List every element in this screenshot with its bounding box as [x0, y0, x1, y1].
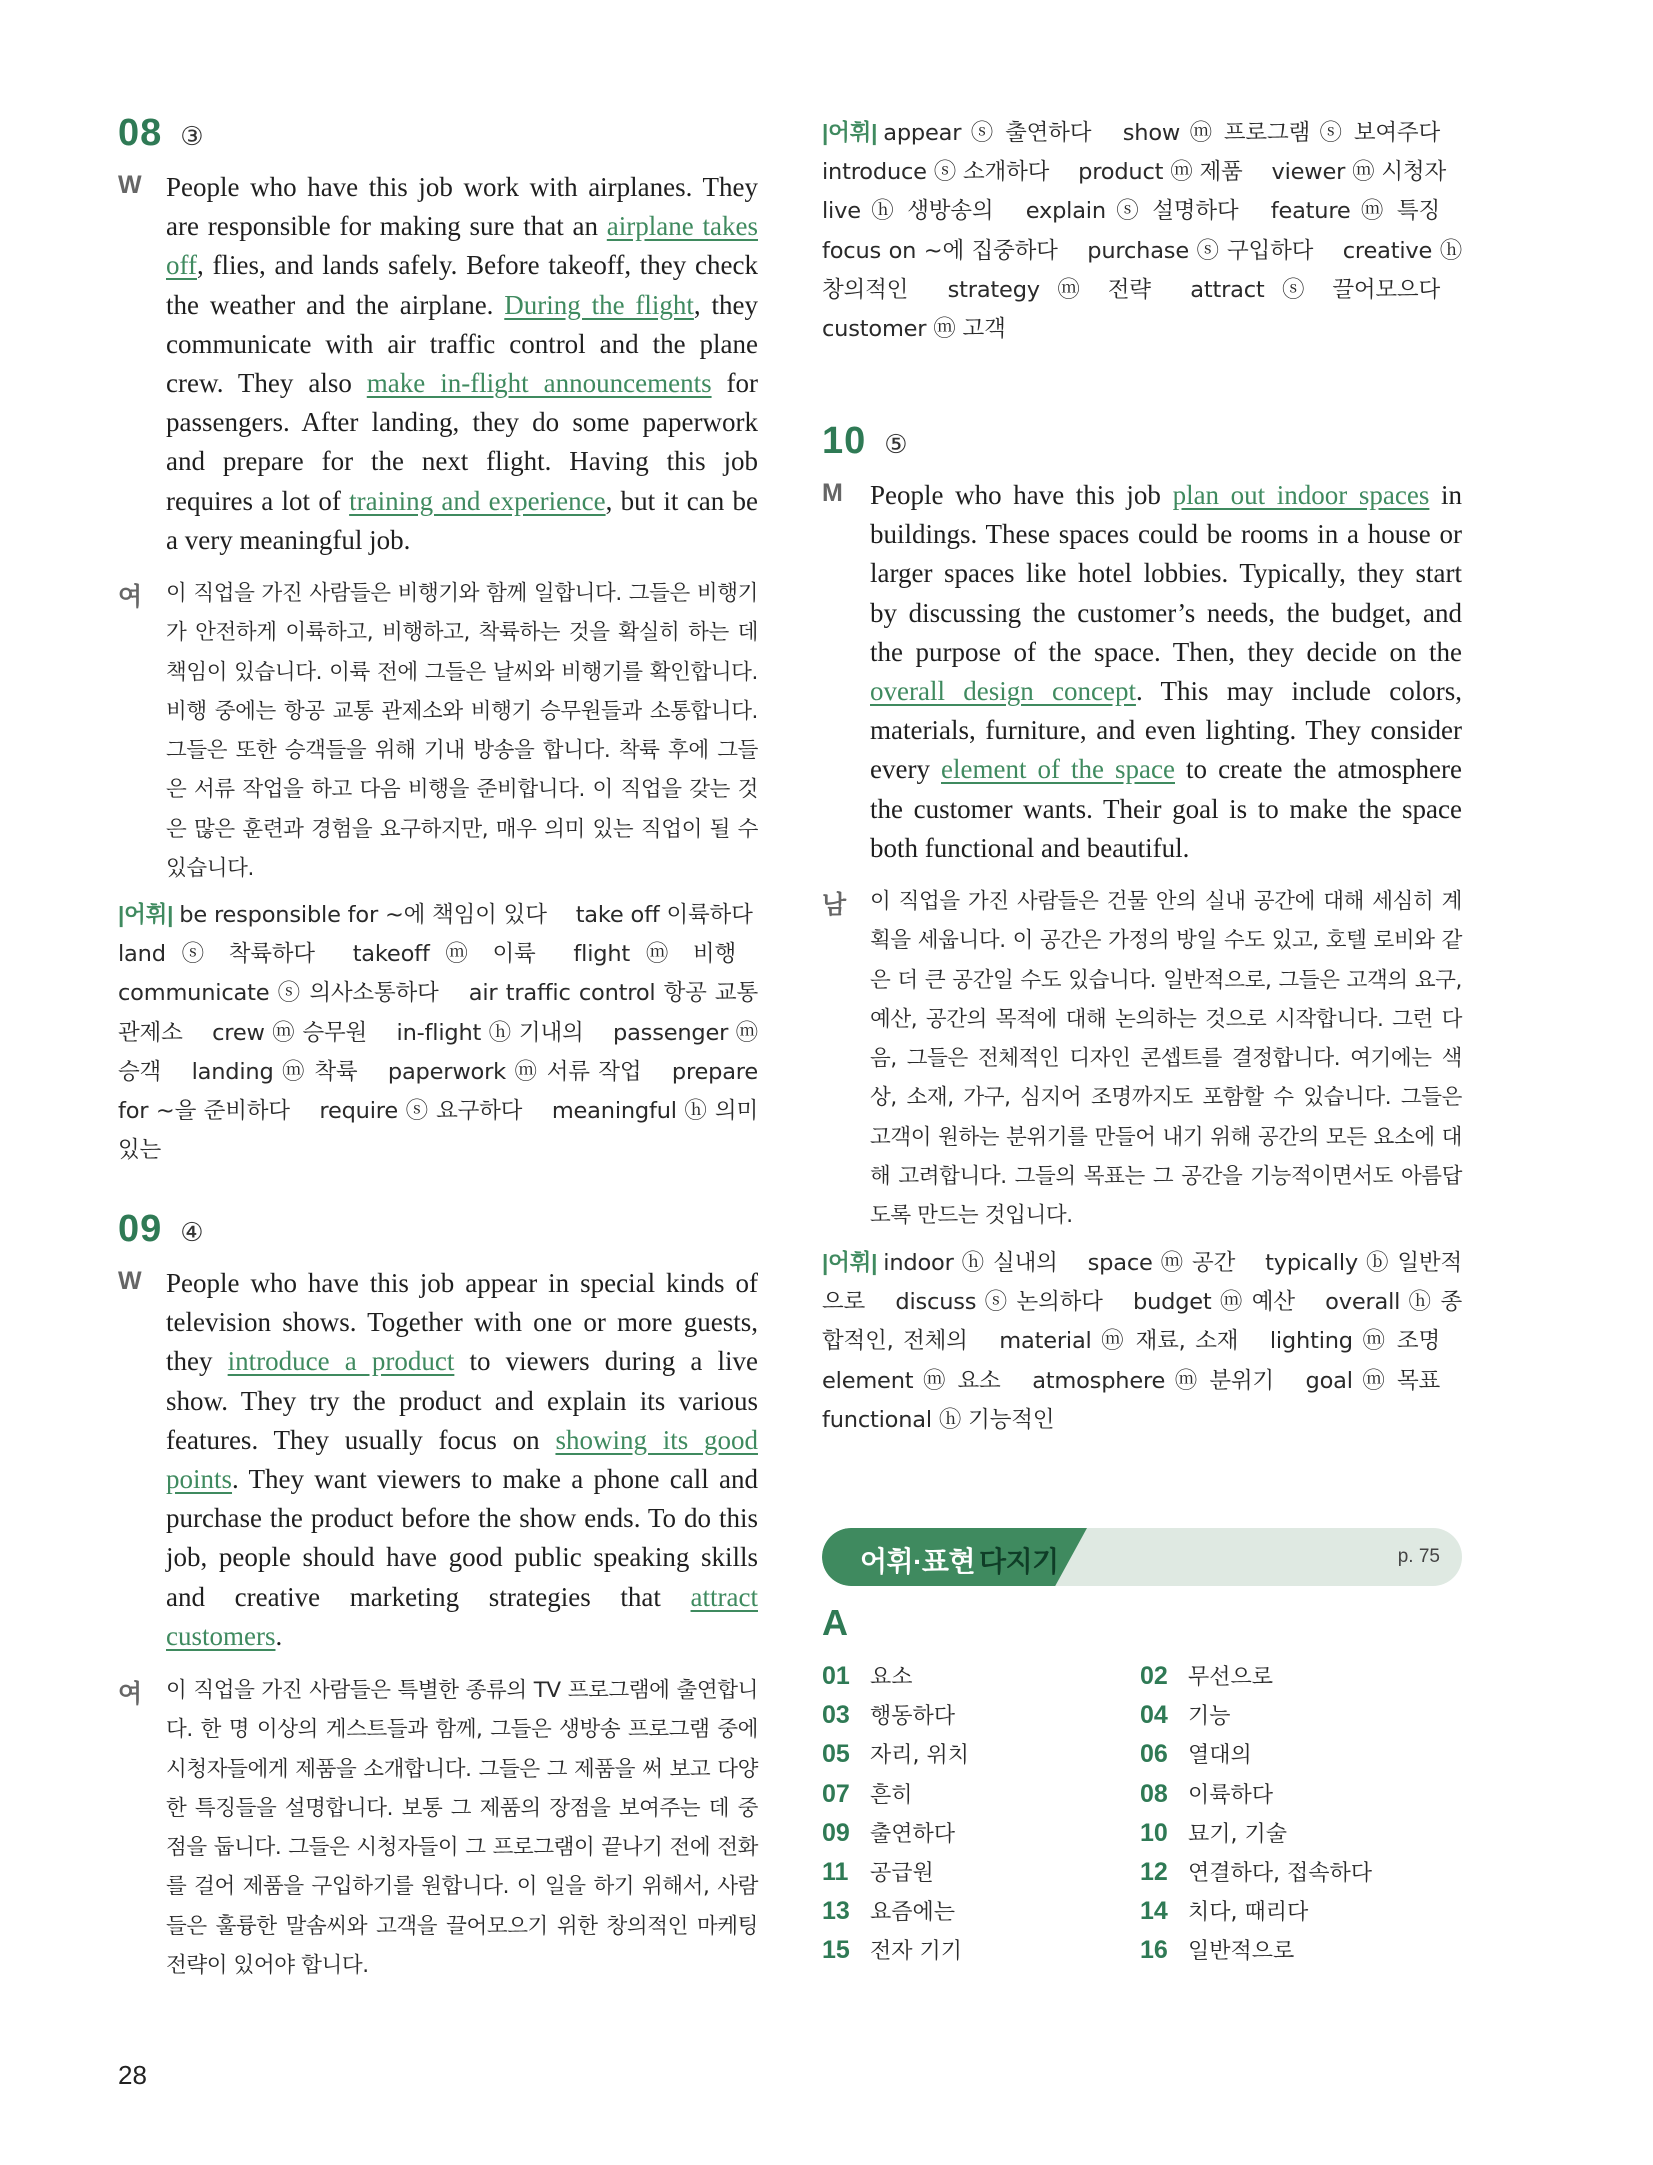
section-title: [860, 1540, 1059, 1580]
vocab-entry: require ⓢ 요구하다: [319, 1098, 530, 1125]
vocab-list: [822, 120, 1468, 342]
answer-item: [822, 1934, 1140, 1973]
vocab-entry: indoor ⓗ 실내의: [883, 1250, 1066, 1276]
vocab-entry: space ⓜ 공간: [1087, 1250, 1244, 1276]
script-segment: People who have this job appear in special kinds of television shows. Together with one or more guests, they: [166, 1268, 758, 1377]
answer-item: [1140, 1738, 1462, 1777]
vocab-entry: paperwork ⓜ 서류 작업: [387, 1058, 650, 1085]
key-phrase: introduce a product: [227, 1346, 455, 1377]
key-phrase: During the flight: [504, 289, 694, 320]
answer-text: 기능: [1188, 1704, 1231, 1730]
answer-text: 공급원: [870, 1860, 934, 1886]
answer-text: 이륙하다: [1188, 1782, 1274, 1808]
section-title-light: 어휘·표현: [860, 1546, 976, 1577]
vocab-entry: creative ⓗ 창의적인: [822, 237, 1462, 303]
vocab-entry: product ⓜ 제품: [1078, 159, 1250, 186]
answer-number: 09: [822, 1818, 850, 1847]
script-segment: People who have this job: [870, 480, 1173, 510]
vocab-entry: flight ⓜ 비행: [573, 941, 736, 968]
vocab-entry: strategy ⓜ 전략: [947, 276, 1169, 303]
script-segment: to create the atmosphere the customer wants. Their goal is to make the space both functional and beautiful.: [870, 754, 1462, 863]
answer-number: 04: [1140, 1701, 1168, 1730]
translation-text: 이 직업을 가진 사람들은 건물 안의 실내 공간에 대해 세심히 계획을 세웁니다. 이 공간은 가정의 방일 수도 있고, 호텔 로비와 같은 더 큰 공간일 수도 있습니다. 일반적으로, 그들은 고객의 요구, 예산, 공간의 목적에 대해 논의하는 것으로 시작합니다. 그런 다음, 그들은 전체적인 디자인 콘셉트를 결정합니다. 여기에는 색상, 소재, 가구, 심지어 조명까지도 포함할 수 있습니다. 그들은 고객이 원하는 분위기를 만들어 내기 위해 공간의 모든 요소에 대해 고려합니다. 그들의 목표는 그 공간을 기능적이면서도 아름답도록 만드는 것입니다.: [870, 889, 1462, 1229]
answer-number: 10: [1140, 1818, 1168, 1847]
script-segment: , they communicate with air traffic control and the plane crew. They also: [166, 289, 758, 399]
answer-item: [1140, 1817, 1462, 1856]
part-label: A: [822, 1602, 848, 1643]
vocab-entry: explain ⓢ 설명하다: [1025, 198, 1249, 225]
question-number: 09: [118, 1208, 163, 1250]
speaker-tag: W: [118, 171, 142, 199]
answer-number: 11: [822, 1857, 849, 1886]
answer-item: [822, 1895, 1140, 1934]
speaker-tag: 남: [822, 891, 847, 919]
q10-korean-translation: [822, 882, 1462, 1236]
script-segment: for passengers. After landing, they do some paperwork and prepare for the next flight. Having this job requires a lot of: [166, 368, 759, 516]
question-08-header: [118, 112, 204, 155]
script-segment: . They want viewers to make a phone call and purchase the product before the show ends. To do this job, people should have good public speaking skills and creative marketing strategies that: [166, 1464, 758, 1612]
script-segment: , flies, and lands safely. Before takeoff, they check the weather and the airplane.: [166, 250, 758, 320]
vocab-entry: typically ⓑ 일반적으로: [822, 1250, 1462, 1316]
script-segment: to viewers during a live show. They try the product and explain its various features. They usually focus on: [166, 1346, 758, 1455]
vocab-label: |어휘|: [822, 120, 878, 145]
vocab-entry: atmosphere ⓜ 분위기: [1032, 1367, 1284, 1394]
answer-text: 일반적으로: [1188, 1939, 1295, 1965]
script-segment: People who have this job work with airplanes. They are responsible for making sure that an: [166, 172, 758, 242]
vocab-entry: attract ⓢ 끌어모으다: [1190, 276, 1440, 303]
section-banner: [822, 1528, 1462, 1586]
answer-text: 치다, 때리다: [1188, 1900, 1309, 1926]
vocab-entry: live ⓗ 생방송의: [822, 198, 1004, 225]
answer-item: [1140, 1895, 1462, 1934]
vocab-entry: functional ⓗ 기능적인: [822, 1406, 1055, 1433]
answer-item: [1140, 1856, 1462, 1895]
answer-number: 07: [822, 1779, 850, 1808]
answer-number: 15: [822, 1936, 850, 1965]
answer-number: 16: [1140, 1936, 1168, 1965]
answer-text: 요즘에는: [870, 1900, 956, 1926]
vocab-entry: crew ⓜ 승무원: [212, 1019, 375, 1046]
script-text: [166, 1264, 758, 1656]
answer-item: [822, 1660, 1140, 1699]
vocab-entry: discuss ⓢ 논의하다: [895, 1289, 1111, 1316]
vocab-entry: appear ⓢ 출연하다: [883, 120, 1101, 146]
answer-number: 08: [1140, 1779, 1168, 1808]
vocab-entry: prepare for ~을 준비하다: [118, 1058, 759, 1125]
vocab-entry: budget ⓜ 예산: [1132, 1289, 1304, 1316]
vocab-entry: land ⓢ 착륙하다: [118, 941, 331, 968]
answer-item: [822, 1817, 1140, 1856]
answer-item: [1140, 1778, 1462, 1817]
q08-english-script: [118, 168, 758, 560]
vocab-label: |어휘|: [822, 1250, 878, 1275]
answer-item: [822, 1699, 1140, 1738]
q09-english-script: [118, 1264, 758, 1656]
answer-number: 13: [822, 1897, 850, 1926]
vocab-entry: customer ⓜ 고객: [822, 316, 1006, 343]
answer-text: 열대의: [1188, 1743, 1252, 1769]
answer-choice: ⑤: [884, 430, 908, 460]
vocab-entry: passenger ⓜ 승객: [118, 1019, 758, 1085]
answer-text: 행동하다: [870, 1704, 956, 1730]
script-segment: . This may include colors, materials, furniture, and even lighting. They consider every: [870, 676, 1462, 785]
vocab-entry: purchase ⓢ 구입하다: [1087, 237, 1321, 264]
vocab-entry: feature ⓜ 특징: [1270, 198, 1440, 225]
answer-text: 자리, 위치: [870, 1743, 969, 1769]
page-number: 28: [118, 2060, 147, 2090]
vocab-entry: landing ⓜ 착륙: [191, 1058, 366, 1085]
section-title-dark: 다지기: [979, 1546, 1059, 1577]
answer-number: 12: [1140, 1857, 1168, 1886]
answer-number: 05: [822, 1740, 850, 1769]
vocab-label: |어휘|: [118, 902, 174, 927]
answer-text: 전자 기기: [870, 1939, 963, 1965]
q08-vocabulary: [118, 895, 758, 1170]
vocab-entry: in-flight ⓗ 기내의: [396, 1019, 592, 1046]
answer-text: 흔히: [870, 1782, 913, 1808]
vocab-entry: takeoff ⓜ 이륙: [352, 941, 552, 968]
speaker-tag: 여: [118, 1680, 143, 1708]
answer-text: 묘기, 기술: [1188, 1821, 1287, 1847]
script-text: [870, 476, 1462, 868]
answer-text: 요소: [870, 1665, 913, 1690]
key-phrase: plan out indoor spaces: [1172, 480, 1430, 510]
key-phrase: attract customers: [166, 1581, 758, 1651]
answer-number: 02: [1140, 1662, 1168, 1690]
script-segment: in buildings. These spaces could be rooms in a house or larger spaces like hotel lobbies. Typically, they start by discussing the customer’s needs, the budget, and the purpose of the space. Then, they decide on the: [870, 480, 1462, 667]
vocab-entry: overall ⓗ 종합적인, 전체의: [822, 1289, 1462, 1355]
script-segment: , but it can be a very meaningful job.: [166, 485, 758, 555]
page-reference: p. 75: [1397, 1546, 1440, 1567]
vocab-entry: show ⓜ 프로그램 ⓢ 보여주다: [1122, 120, 1440, 146]
answer-item: [822, 1778, 1140, 1817]
q09-vocabulary: [822, 113, 1462, 349]
answer-text: 출연하다: [870, 1821, 956, 1847]
translation-text: 이 직업을 가진 사람들은 특별한 종류의 TV 프로그램에 출연합니다. 한 명 이상의 게스트들과 함께, 그들은 생방송 프로그램 중에 시청자들에게 제품을 소개합니다. 그들은 그 제품을 써 보고 다양한 특징들을 설명합니다. 보통 그 제품의 장점을 보여주는 데 중점을 둡니다. 그들은 시청자들이 그 프로그램이 끝나기 전에 전화를 걸어 제품을 구입하기를 원합니다. 이 일을 하기 위해서, 사람들은 훌륭한 말솜씨와 고객을 끌어모으기 위한 창의적인 마케팅 전략이 있어야 합니다.: [166, 1678, 758, 1979]
key-phrase: element of the space: [941, 754, 1175, 785]
vocab-list: [118, 902, 775, 1163]
answer-choice: ③: [180, 122, 204, 152]
answer-item: [1140, 1699, 1462, 1738]
answer-number: 14: [1140, 1897, 1168, 1926]
vocab-entry: meaningful ⓗ 의미 있는: [118, 1098, 759, 1164]
key-phrase: overall design concept: [870, 676, 1136, 707]
answer-number: 06: [1140, 1740, 1168, 1769]
answer-grid: [822, 1660, 1462, 1974]
answer-item: [1140, 1934, 1462, 1973]
vocab-entry: introduce ⓢ 소개하다: [822, 159, 1057, 186]
key-phrase: airplane takes off: [166, 211, 758, 281]
key-phrase: training and experience: [349, 485, 606, 516]
answer-item: [1140, 1660, 1462, 1699]
vocab-entry: lighting ⓜ 조명: [1269, 1328, 1440, 1355]
question-10-header: [822, 420, 908, 463]
script-segment: .: [275, 1620, 283, 1651]
q10-vocabulary: [822, 1243, 1462, 1440]
answer-number: 03: [822, 1701, 850, 1730]
script-text: [166, 168, 758, 560]
answer-item: [822, 1738, 1140, 1777]
answer-choice: ④: [180, 1218, 204, 1248]
answer-text: 무선으로: [1188, 1665, 1274, 1690]
vocab-entry: material ⓜ 재료, 소재: [999, 1328, 1248, 1355]
answer-text: 연결하다, 접속하다: [1188, 1860, 1373, 1886]
question-number: 08: [118, 112, 163, 154]
vocab-entry: element ⓜ 요소: [822, 1367, 1011, 1394]
key-phrase: make in-flight announcements: [366, 368, 712, 399]
answer-number: 01: [822, 1662, 850, 1690]
key-phrase: showing its good points: [166, 1424, 758, 1495]
vocab-entry: air traffic control 항공 교통 관제소: [118, 980, 759, 1046]
q10-english-script: [822, 476, 1462, 868]
vocab-entry: take off 이륙하다: [575, 902, 753, 928]
vocab-entry: viewer ⓜ 시청자: [1271, 159, 1446, 186]
vocab-list: [822, 1250, 1462, 1433]
speaker-tag: 여: [118, 583, 143, 611]
speaker-tag: M: [822, 479, 843, 507]
answer-item: [822, 1856, 1140, 1895]
q09-korean-translation: [118, 1671, 758, 1985]
question-number: 10: [822, 420, 867, 462]
question-09-header: [118, 1208, 204, 1251]
speaker-tag: W: [118, 1267, 142, 1295]
q08-korean-translation: [118, 574, 758, 888]
vocab-entry: goal ⓜ 목표: [1305, 1367, 1441, 1394]
vocab-entry: communicate ⓢ 의사소통하다: [118, 980, 447, 1007]
vocab-entry: be responsible for ~에 책임이 있다: [179, 902, 554, 928]
vocab-entry: focus on ~에 집중하다: [822, 237, 1066, 264]
translation-text: 이 직업을 가진 사람들은 비행기와 함께 일합니다. 그들은 비행기가 안전하게 이륙하고, 비행하고, 착륙하는 것을 확실히 하는 데 책임이 있습니다. 이륙 전에 그들은 날씨와 비행기를 확인합니다. 비행 중에는 항공 교통 관제소와 비행기 승무원들과 소통합니다. 그들은 또한 승객들을 위해 기내 방송을 합니다. 착륙 후에 그들은 서류 작업을 하고 다음 비행을 준비합니다. 이 직업을 갖는 것은 많은 훈련과 경험을 요구하지만, 매우 의미 있는 직업이 될 수 있습니다.: [166, 581, 758, 882]
